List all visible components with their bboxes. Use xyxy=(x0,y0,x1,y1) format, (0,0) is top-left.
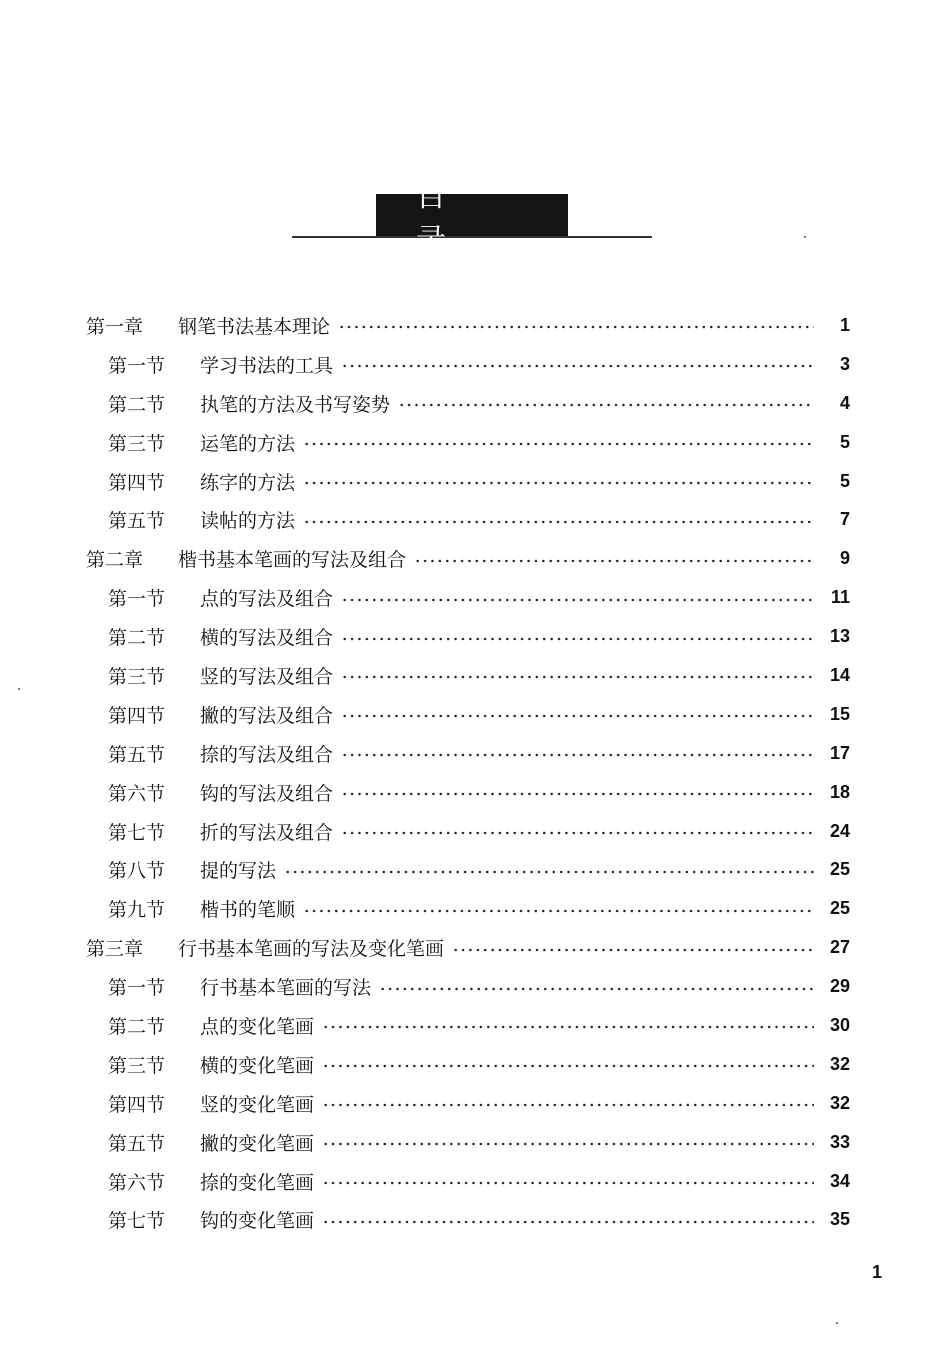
toc-entry-label: 第四节 xyxy=(108,471,166,494)
toc-section-entry[interactable] xyxy=(0,1123,950,1162)
toc-entry-title: 横的写法及组合 xyxy=(200,627,334,650)
toc-entry-page: 17 xyxy=(829,742,850,763)
toc-section-entry[interactable] xyxy=(0,1162,950,1201)
toc-entry-title: 折的写法及组合 xyxy=(200,821,334,844)
toc-section-entry[interactable] xyxy=(0,967,950,1006)
toc-entry-page: 35 xyxy=(829,1209,850,1230)
toc-entry-title: 行书基本笔画的写法 xyxy=(200,977,372,1000)
toc-section-entry[interactable] xyxy=(0,423,950,462)
toc-entry-page: 1 xyxy=(839,314,850,335)
toc-entry-label: 第五节 xyxy=(108,1132,166,1155)
toc-entry-label: 第一节 xyxy=(108,588,166,611)
toc-entry-title: 点的变化笔画 xyxy=(200,1015,315,1038)
toc-section-entry[interactable] xyxy=(0,345,950,384)
toc-entry-page: 25 xyxy=(829,898,850,919)
dot-leader xyxy=(341,637,814,641)
dot-leader xyxy=(303,442,814,446)
dot-leader xyxy=(341,364,814,368)
toc-entry-label: 第五节 xyxy=(108,743,166,766)
toc-entry-title: 钩的写法及组合 xyxy=(200,782,334,805)
toc-entry-label: 第二节 xyxy=(108,1015,166,1038)
toc-entry-page: 30 xyxy=(829,1014,850,1035)
dot-leader xyxy=(322,1025,814,1029)
dot-leader xyxy=(322,1064,814,1068)
toc-entry-title: 竖的写法及组合 xyxy=(200,665,334,688)
toc-entry-title: 提的写法 xyxy=(200,860,277,883)
toc-section-entry[interactable] xyxy=(0,462,950,501)
toc-section-entry[interactable] xyxy=(0,695,950,734)
toc-entry-title: 学习书法的工具 xyxy=(200,354,334,377)
toc-entry-label: 第四节 xyxy=(108,704,166,727)
page-number: 1 xyxy=(872,1262,883,1282)
toc-entry-page: 3 xyxy=(839,353,850,374)
toc-entry-title: 钩的变化笔画 xyxy=(200,1210,315,1233)
toc-entry-page: 27 xyxy=(829,937,850,958)
dot-leader xyxy=(303,909,814,913)
toc-entry-page: 24 xyxy=(829,820,850,841)
toc-entry-title: 点的写法及组合 xyxy=(200,588,334,611)
dot-leader xyxy=(341,831,814,835)
dot-leader xyxy=(398,403,814,407)
dot-leader xyxy=(341,598,814,602)
dot-leader xyxy=(379,987,814,991)
toc-entry-page: 13 xyxy=(829,626,850,647)
toc-entry-page: 5 xyxy=(839,470,850,491)
toc-entry-label: 第七节 xyxy=(108,1210,166,1233)
dot-leader xyxy=(341,714,814,718)
toc-chapter-entry[interactable] xyxy=(0,306,950,345)
toc-section-entry[interactable] xyxy=(0,656,950,695)
toc-entry-title: 撇的变化笔画 xyxy=(200,1132,315,1155)
toc-entry-label: 第三节 xyxy=(108,432,166,455)
toc-section-entry[interactable] xyxy=(0,1200,950,1239)
toc-entry-label: 第九节 xyxy=(108,899,166,922)
dot-leader xyxy=(303,481,814,485)
toc-section-entry[interactable] xyxy=(0,1045,950,1084)
toc-entry-title: 横的变化笔画 xyxy=(200,1054,315,1077)
toc-entry-title: 撇的写法及组合 xyxy=(200,704,334,727)
toc-entry-page: 34 xyxy=(829,1170,850,1191)
toc-entry-title: 钢笔书法基本理论 xyxy=(178,315,331,338)
toc-entry-page: 9 xyxy=(839,548,850,569)
toc-section-entry[interactable] xyxy=(0,500,950,539)
toc-entry-label: 第三节 xyxy=(108,1054,166,1077)
scan-speck xyxy=(804,236,806,238)
dot-leader xyxy=(338,325,814,329)
toc-entry-label: 第四节 xyxy=(108,1093,166,1116)
toc-entry-label: 第一节 xyxy=(108,977,166,1000)
dot-leader xyxy=(284,870,814,874)
dot-leader xyxy=(452,948,814,952)
toc-entry-title: 练字的方法 xyxy=(200,471,296,494)
toc-chapter-entry[interactable] xyxy=(0,928,950,967)
toc-entry-title: 读帖的方法 xyxy=(200,510,296,533)
toc-entry-label: 第二节 xyxy=(108,393,166,416)
toc-entry-page: 4 xyxy=(839,392,850,413)
page-title: 目 录 xyxy=(376,194,568,236)
toc-entry-page: 33 xyxy=(829,1131,850,1152)
dot-leader xyxy=(303,520,814,524)
toc-entry-page: 32 xyxy=(829,1053,850,1074)
toc-entry-title: 执笔的方法及书写姿势 xyxy=(200,393,391,416)
toc-entry-label: 第一节 xyxy=(108,354,166,377)
toc-entry-label: 第八节 xyxy=(108,860,166,883)
toc-entry-label: 第六节 xyxy=(108,782,166,805)
toc-entry-title: 捺的变化笔画 xyxy=(200,1171,315,1194)
toc-entry-title: 楷书基本笔画的写法及组合 xyxy=(178,549,407,572)
toc-entry-page: 11 xyxy=(830,587,850,608)
toc-entry-title: 行书基本笔画的写法及变化笔画 xyxy=(178,938,445,961)
scan-speck xyxy=(18,688,20,690)
toc-chapter-entry[interactable] xyxy=(0,539,950,578)
dot-leader xyxy=(341,753,814,757)
toc-entry-title: 捺的写法及组合 xyxy=(200,743,334,766)
table-of-contents xyxy=(0,306,950,1239)
toc-entry-label: 第三章 xyxy=(86,938,144,961)
toc-entry-label: 第六节 xyxy=(108,1171,166,1194)
toc-entry-title: 运笔的方法 xyxy=(200,432,296,455)
toc-entry-page: 14 xyxy=(829,664,850,685)
toc-entry-page: 5 xyxy=(839,431,850,452)
dot-leader xyxy=(322,1142,814,1146)
toc-section-entry[interactable] xyxy=(0,617,950,656)
toc-section-entry[interactable] xyxy=(0,889,950,928)
toc-entry-label: 第七节 xyxy=(108,821,166,844)
toc-section-entry[interactable] xyxy=(0,812,950,851)
toc-section-entry[interactable] xyxy=(0,773,950,812)
toc-entry-label: 第二节 xyxy=(108,627,166,650)
toc-entry-page: 18 xyxy=(829,781,850,802)
toc-entry-page: 32 xyxy=(829,1092,850,1113)
toc-entry-page: 7 xyxy=(839,509,850,530)
scan-speck xyxy=(836,1322,838,1324)
toc-entry-label: 第一章 xyxy=(86,315,144,338)
toc-entry-title: 竖的变化笔画 xyxy=(200,1093,315,1116)
toc-entry-label: 第五节 xyxy=(108,510,166,533)
toc-section-entry[interactable] xyxy=(0,1084,950,1123)
toc-section-entry[interactable] xyxy=(0,850,950,889)
dot-leader xyxy=(322,1181,814,1185)
toc-section-entry[interactable] xyxy=(0,1006,950,1045)
toc-section-entry[interactable] xyxy=(0,734,950,773)
dot-leader xyxy=(341,675,814,679)
toc-entry-page: 25 xyxy=(829,859,850,880)
toc-entry-page: 29 xyxy=(829,976,850,997)
dot-leader xyxy=(322,1220,814,1224)
toc-section-entry[interactable] xyxy=(0,578,950,617)
toc-entry-label: 第二章 xyxy=(86,549,144,572)
toc-entry-title: 楷书的笔顺 xyxy=(200,899,296,922)
toc-section-entry[interactable] xyxy=(0,384,950,423)
dot-leader xyxy=(322,1103,814,1107)
dot-leader xyxy=(341,792,814,796)
dot-leader xyxy=(414,559,814,563)
toc-entry-label: 第三节 xyxy=(108,665,166,688)
toc-entry-page: 15 xyxy=(829,703,850,724)
